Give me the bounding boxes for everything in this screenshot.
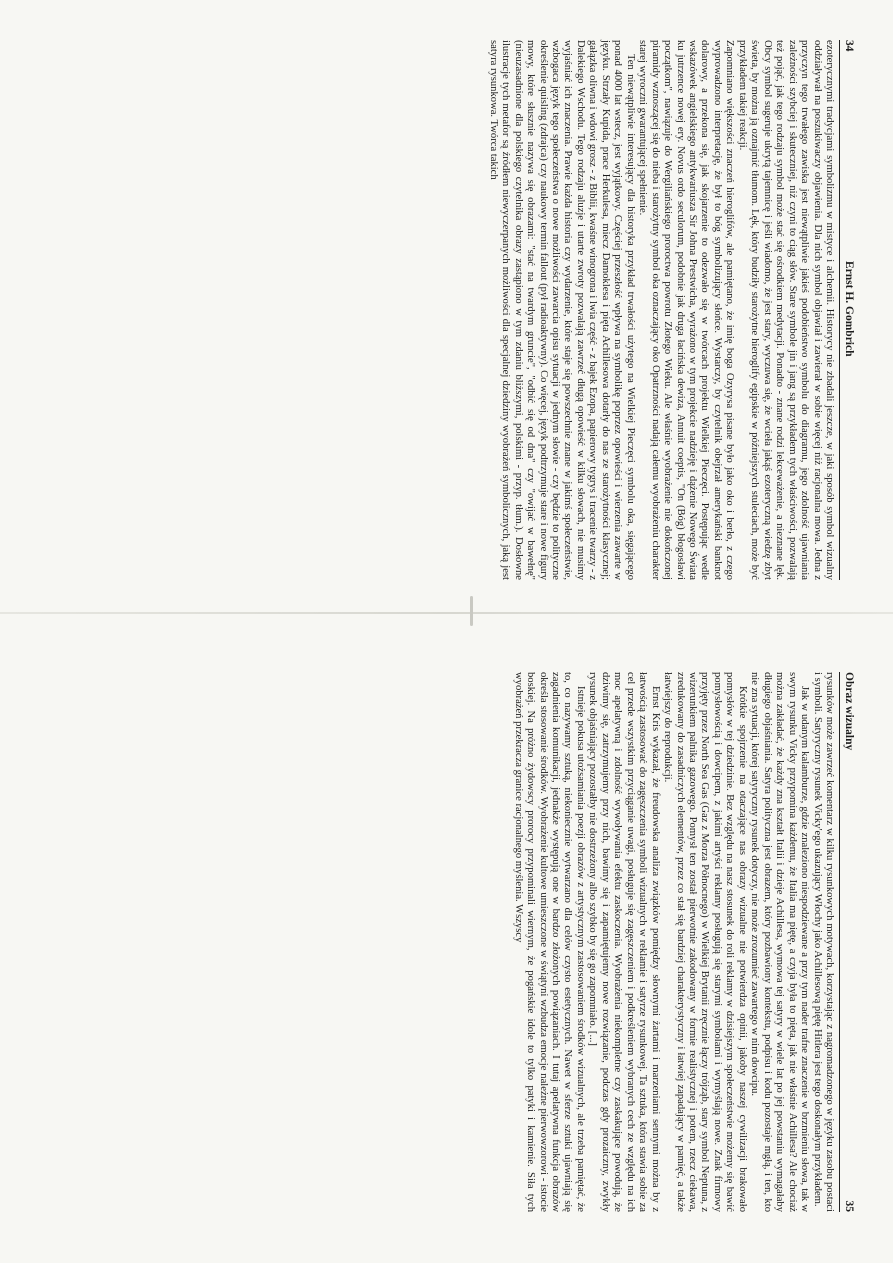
right-paragraph: Jak w udanym kalamburze, gdzie znaleziono niespodziewane a przy tym nader trafne znaczenie w brzmieniu słowa, tak w swym rysunku Vicky przypomina każdemu, że Italia ma piętę, a czyja była to pięta, jak nie właśnie Achillesa? Ale chociaż można zakładać, że każdy zna kształt Italii i dzieje Achillesa, wymowa tej satyry w wiele lat po jej powstaniu wymagałaby długiego objaśniania. Satyra polityczna jest obrazem, który pozbawiony kontekstu, podpisu i kodu pozostaje mgłą, i ten, kto nie zna sytuacji, której satyryczny rysunek dotyczy, nie może zrozumieć zawartego w nim dowcipu. bbox=[749, 672, 811, 1212]
right-running-head bbox=[839, 672, 855, 1212]
left-body-text bbox=[486, 40, 835, 580]
right-paragraph: Krótkie spojrzenie na otaczające nas obrazy wizualne nie potwierdza opinii, jakoby naszej cywilizacji brakowało pomysłów w tej dziedzinie. Bez względu na nasz stosunek do roli reklamy w dzisiejszym społeczeństwie możemy się bawić pomysłowością i dowcipem, z jakimi artyści reklamy posługują się starymi symbolami i wymyślają nowe. Znak firmowy przyjęty przez North Sea Gas (Gaz z Morza Północnego) w Wielkiej Brytanii zręcznie łączy trójząb, stary symbol Neptuna, z wizerunkiem palnika gazowego. Pomysł ten został pierwotnie zakodowany w formie realistycznej i potem, rzecz ciekawa, zredukowany do zasadniczych elementów, przez co stał się bardziej charakterystyczny i łatwiej zapadający w pamięć, a także łatwiejszy do reprodukcji. bbox=[662, 672, 748, 1212]
left-paragraph: Ten niewątpliwie interesujący dla historyka przykład trwałości użytego na Wielkiej Pieczęci symbolu oka, sięgającego ponad 4000 lat wstecz, jest wyjątkowy. Częściej przeszłość wpływa na symbolikę poprzez opowieści i wierzenia zawarte w języku. Strzały Kupida, prace Herkulesa, miecz Damoklesa i pięta Achillesowa dotarły do nas ze starożytności klasycznej; gałązka oliwna i wdowi grosz - z Biblii, kwaśne winogrona i lwia część - z bajek Ezopa, papierowy tygrys i tracenie twarzy - z Dalekiego Wschodu. Tego rodzaju aluzje i utarte zwroty pozwalają zawrzeć długą opowieść w kilku słowach, nie musimy wyjaśniać ich znaczenia. Prawie każda historia czy wydarzenie, które staje się powszechnie znane w jakimś społeczeństwie, wzbogaca język tego społeczeństwa o nowe możliwości zawarcia opisu sytuacji w jednym słowie - czy będzie to polityczne określenie quisling (zdrajca) czy naukowy termin fallout (pył radioaktywny). Co więcej, język podtrzymuje stare i nowe figury mowy, które słusznie nazywa się obrazami: "stać na twardym gruncie", "odbić się od dna" czy "owijać w bawełnę" (nieuzasadnione dla polskiego czytelnika obrazy zastąpiono w tym zdaniu bliższymi, polskimi - przyp. tłum.). Dosłowne ilustracje tych metafor są źródłem niewyczerpanych możliwości dla specjalnej dziedziny wyobrażeń symbolicznych, jaką jest satyra rysunkowa. Twórca takich bbox=[487, 40, 636, 580]
right-running-title: Obraz wizualny bbox=[843, 672, 855, 751]
left-running-head bbox=[839, 40, 855, 580]
right-page-number: 35 bbox=[843, 1200, 855, 1212]
right-body-text bbox=[511, 672, 835, 1212]
left-page-number: 34 bbox=[843, 40, 855, 52]
left-paragraph: ezoterycznymi tradycjami symbolizmu w mistyce i alchemii. Historycy nie zbadali jeszcze, w jaki sposób symbol wizualny oddziaływał na poszukiwaczy objawienia. Dla nich symbol objawiał i zawierał w sobie więcej niż racjonalna mowa. Jedna z przyczyn tego trwałego zawiska jest niewątpliwie jakieś podobieństwo symbolu do diagramu, jego zdolność ujawniania zależności szybciej i skuteczniej, niż czyni to ciąg słów. Stare symbole jin i jang są przykładem tych właściwości, pozwalają też pojąć, jak tego rodzaju symbol może stać się ośrodkiem medytacji. Ponadto - znane rodzi lekceważenie, a nieznane lęk. Obcy symbol sugeruje ukrytą tajemnicę i jeśli wiadomo, że jest stary, wyczuwa się, że wcieła jakąś ezoteryczną wiedzę zbyt świeta, by można ją oznajmić tłumom. Lęk, który budziły starożytne hieroglify egipskie w późniejszych stuleciach, może być przykładem takiej reakcji. bbox=[736, 40, 835, 580]
right-paragraph: Ernst Kris wykazał, że freudowska analiza związków pomiędzy słownymi żartami i marzeniami sennymi można by z łatwością zastosować do zagęszczenia symboli wizualnych w reklamie i satyrze rysunkowej. Ta sztuka, która stawia sobie za cel przede wszystkim przyciąganie uwagi, posługuje się zagęszczeniem i podkreśleniem wybranych cech ze względu na ich moc apelatywną i zdolność wywoływania efektu zaskoczenia. Wyobrażenia niekompletne czy zaskakujące powodują, że dziwimy się, zatrzymujemy przy nich, bawimy się i zapamiętujemy nowe rozwiązanie, podczas gdy prozaiczny, zwykły rysunek objaśniający pozostałby nie dostrzeżony albo szybko by się go zapomniało. [...] bbox=[587, 672, 661, 1212]
right-paragraph: rysunków może zawrzeć komentarz w kilku rysunkowych motywach, korzystając z nagromadzonego w języku zasobu postaci i symboli. Satyryczny rysunek Vicky'ego ukazujący Włochy jako Achillesową piętę Hitlera jest tego doskonałym przykładem. bbox=[811, 672, 835, 1212]
left-running-title: Ernst H. Gombrich bbox=[843, 260, 855, 357]
page-gutter bbox=[0, 612, 893, 614]
left-page bbox=[43, 40, 855, 580]
scan-smudge bbox=[470, 596, 473, 626]
right-paragraph: Istnieje pokusa utożsamiania poezji obrazów z artystycznym zastosowaniem środków wizualnych, ale trzeba pamiętać, że to, co nazywamy sztuką, niekoniecznie wytwarzano dla celów czysto estetycznych. Nawet w sferze sztuki ujawniają się zagadnienia komunikacji, jednakże występują one w bardzo złożonych powiązaniach. I tutaj apelatywna funkcja obrazów określa stosowanie środków. Wyobrażenie kultowe umieszczone w świątyni wzbudza emocje należne pierwowzorowi - istocie boskiej. Na próżno żydowscy prorocy przypominali wiernym, że pogańskie idole to tylko patyki i kamienie. Siła tych wyobrażeń przekracza granice racjonalnego myślenia. Wszyscy bbox=[512, 672, 586, 1212]
left-paragraph: Zapomniano większości znaczeń hieroglifów, ale pamiętano, że imię boga Ozyrysa pisane było jako oko i berło, z czego wyprowadzono interpretację, że był to bóg symbolizujący słońce. Wystarczy, by czytelnik obejrzał amerykański banknot dolarowy, a przekona się, jak skojarzenie to odezwało się w twórcach projektu Wielkiej Pieczęci. Postępując wedle wskazówek angielskiego antykwariusza Sir Johna Prestwicha, wyrażono w tym projekcie nadzieję i dążenie Nowego Świata ku jutrzence nowej ery. Novus ordo seculorum, podobnie jak druga łacińska dewiza, Annuit coeptis, "On (Bóg) błogosławi początkom", nawiązuje do Wergiliańskiego proroctwa powrotu Złotego Wieku. Ale właśnie wyobrażenie nie dokończonej piramidy wznoszącej się do nieba i starożytny symbol oka oznaczający oko Opatrzności nadają całemu wyobrażeniu charakter starej wyroczni gwarantującej spełnienie. bbox=[637, 40, 736, 580]
right-page bbox=[43, 672, 855, 1212]
